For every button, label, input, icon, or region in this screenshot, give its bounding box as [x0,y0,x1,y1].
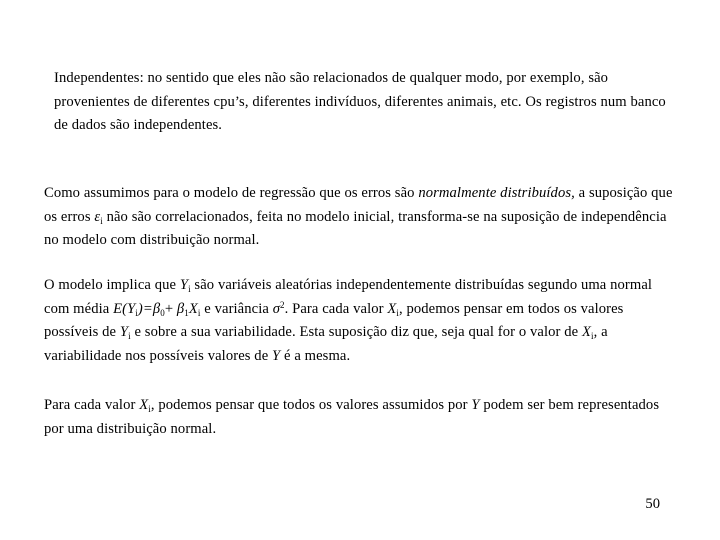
model-text-2: são variáveis aleatórias independentemente distribuídas segundo uma normal com média [44,277,653,317]
paragraph-independent [54,67,674,138]
each-value-text-2: , podemos pensar que todos os valores assumidos por [150,397,472,413]
beta1-subscript: 1 [184,307,189,318]
model-text-5: , podemos pensar em todos os valores possíveis de [44,300,624,340]
x-subscript: i [148,404,151,414]
x-variable: X [139,397,149,413]
model-text-7: , a variabilidade nos possíveis valores de [44,324,608,364]
beta0-subscript: 0 [160,307,165,318]
each-value-text-3: podem ser bem representados por uma distribuição normal. [44,397,660,437]
regression-text-1: Como assumimos para o modelo de regressão que os erros são [44,185,419,201]
beta0-symbol: β [152,300,161,317]
y-subscript: i [188,284,191,294]
expectation-close: )= [137,300,153,317]
y-subscript: i [128,331,131,341]
each-value-text-1: Para cada valor [44,397,140,413]
epsilon-symbol: ε [94,208,101,225]
plus-sign: + [164,300,177,317]
x-variable: X [581,324,591,340]
x-subscript: i [590,331,594,341]
regression-text-2: a suposição que os erros [44,185,673,225]
paragraph-each-value [44,394,674,441]
model-text-4: . Para cada valor [284,300,388,317]
y-variable: Y [272,347,281,364]
y-variable: Y [119,324,129,340]
y-variable: Y [179,277,189,293]
x-variable: X [387,300,397,317]
model-text-1: O modelo implica que [44,277,180,293]
paragraph-regression-assumption [44,182,674,253]
y-variable: Y [471,397,480,413]
sigma-symbol: σ [272,300,281,317]
regression-text-3: não são correlacionados, feita no modelo inicial, transforma-se na suposição de independência no modelo com distribuição normal. [44,208,667,248]
normal-distribution-emphasis: normalmente distribuídos, [418,185,575,201]
model-text-6: e sobre a sua variabilidade. Esta suposição diz que, seja qual for o valor de [130,324,582,340]
page-number: 50 [645,496,660,512]
x-variable: X [188,300,198,317]
independent-text: Independentes: no sentido que eles não são relacionados de qualquer modo, por exemplo, são provenientes de diferentes cpu’s, diferentes indivíduos, diferentes animais, etc. Os registros num banco de dados são independentes. [54,70,666,133]
expectation-subscript: i [135,307,138,318]
x-subscript: i [396,307,399,318]
model-text-3: e variância [200,300,273,317]
expectation-expression: E(Y [113,300,136,317]
paragraph-model [44,274,674,368]
sigma-superscript: 2 [280,299,285,310]
model-text-8: é a mesma. [280,347,351,364]
beta1-symbol: β [176,300,185,317]
x-subscript: i [197,307,201,318]
epsilon-subscript: i [100,215,103,226]
